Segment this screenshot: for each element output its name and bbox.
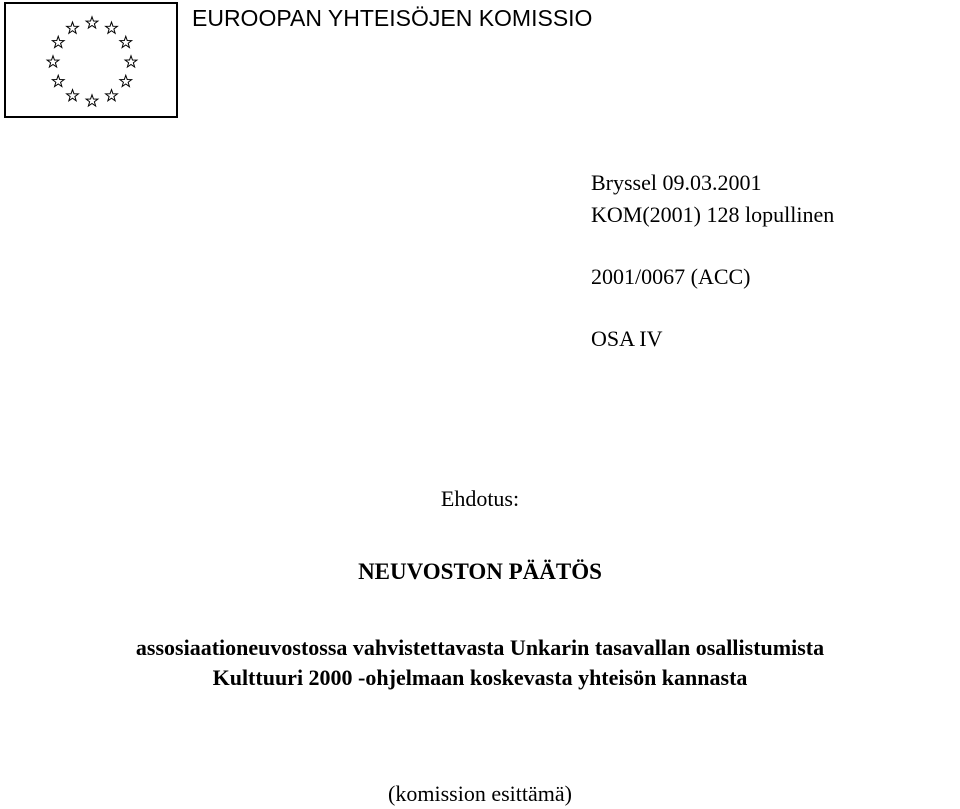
star-icon xyxy=(47,56,59,67)
place-date: Bryssel 09.03.2001 xyxy=(591,170,762,195)
star-icon xyxy=(106,90,118,101)
organization-name: EUROOPAN YHTEISÖJEN KOMISSIO xyxy=(192,5,593,31)
star-icon xyxy=(86,17,98,28)
star-icon xyxy=(67,22,79,33)
star-icon xyxy=(106,22,118,33)
act-title: NEUVOSTON PÄÄTÖS xyxy=(358,559,602,584)
star-icon xyxy=(52,75,64,86)
document-number: KOM(2001) 128 lopullinen xyxy=(591,202,835,227)
star-icon xyxy=(52,36,64,47)
eu-flag-stars-icon xyxy=(6,4,180,120)
procedure-number: 2001/0067 (ACC) xyxy=(591,264,751,289)
star-icon xyxy=(86,95,98,106)
proposal-label: Ehdotus: xyxy=(440,486,520,511)
star-icon xyxy=(120,36,132,47)
subject-line-2: Kulttuuri 2000 -ohjelmaan koskevasta yhteisön kannasta xyxy=(212,665,748,690)
star-icon xyxy=(120,75,132,86)
star-icon xyxy=(125,56,137,67)
document-part: OSA IV xyxy=(591,326,663,351)
subject-line-1: assosiaationeuvostossa vahvistettavasta Unkarin tasavallan osallistumista xyxy=(135,635,825,660)
eu-logo xyxy=(4,2,178,118)
origin-note: (komission esittämä) xyxy=(388,781,572,806)
star-icon xyxy=(67,90,79,101)
